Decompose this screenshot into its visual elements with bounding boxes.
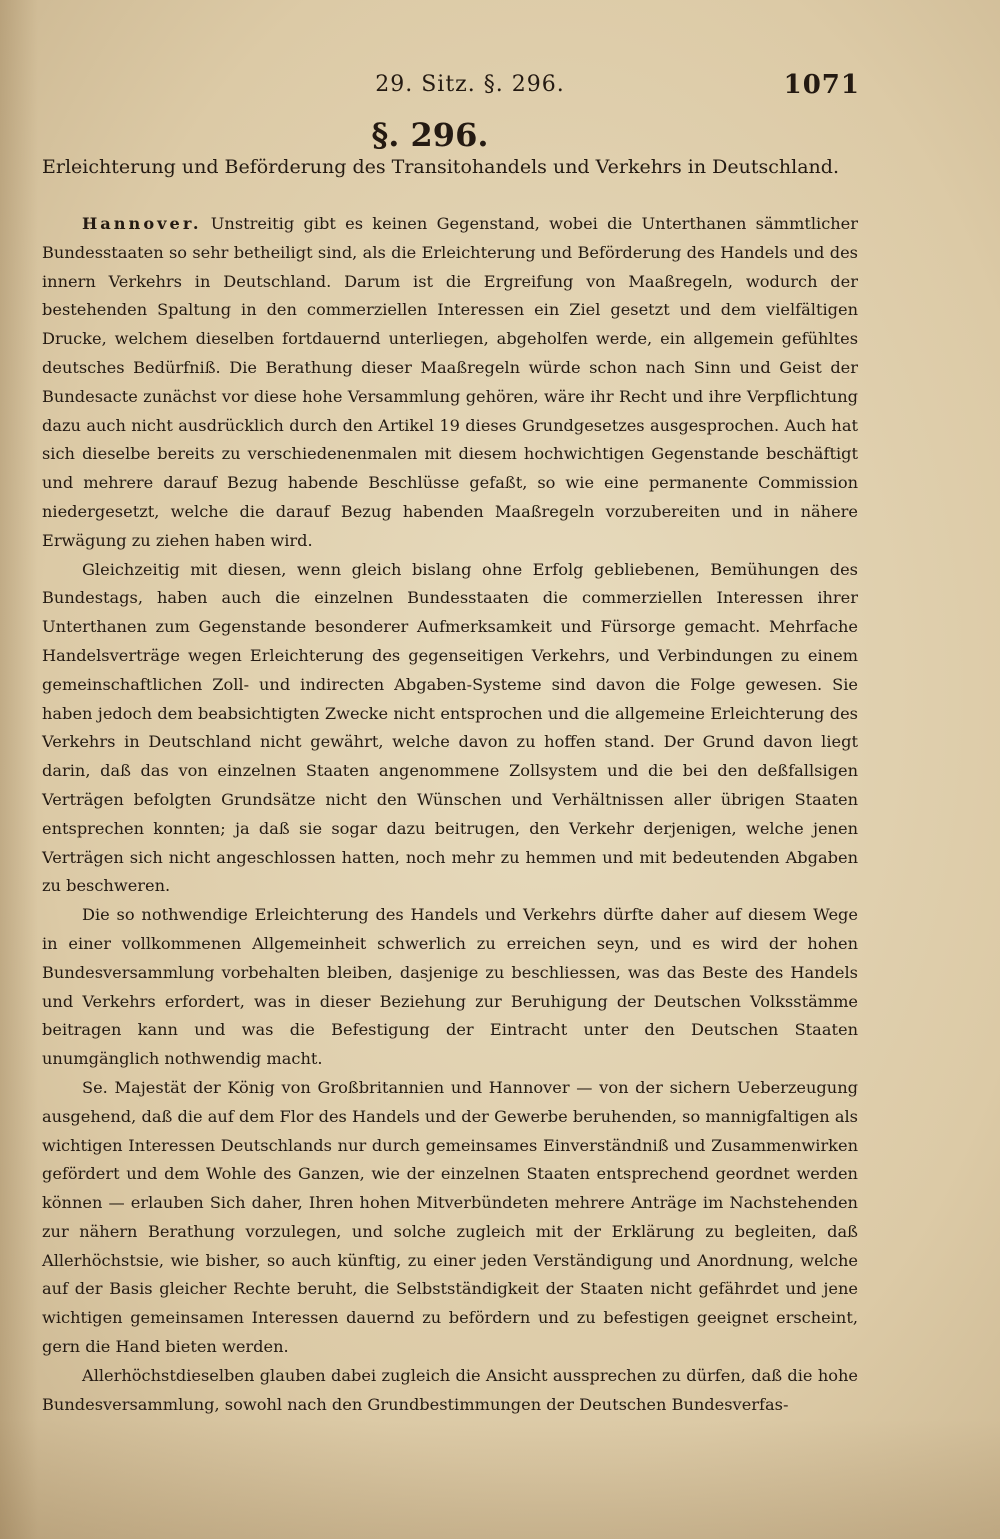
paragraph-1 <box>42 210 858 556</box>
paragraph-2: Gleichzeitig mit diesen, wenn gleich bislang ohne Erfolg gebliebenen, Bemühungen des Bundestags, haben auch die einzelnen Bundesstaaten die commerziellen Interessen ihrer Unterthanen zum Gegenstande besonderer Aufmerksamkeit und Fürsorge gemacht. Mehrfache Handelsverträge wegen Erleichterung des gegenseitigen Verkehrs, und Verbindungen zu einem gemeinschaftlichen Zoll- und indirecten Abgaben-Systeme sind davon die Folge gewesen. Sie haben jedoch dem beabsichtigten Zwecke nicht entsprochen und die allgemeine Erleichterung des Verkehrs in Deutschland nicht gewährt, welche davon zu hoffen stand. Der Grund davon liegt darin, daß das von einzelnen Staaten angenommene Zollsystem und die bei den deßfallsigen Verträgen befolgten Grundsätze nicht den Wünschen und Verhältnissen aller übrigen Staaten entsprechen konnten; ja daß sie sogar dazu beitrugen, den Verkehr derjenigen, welche jenen Verträgen sich nicht angeschlossen hatten, noch mehr zu hemmen und mit bedeutenden Abgaben zu beschweren. <box>42 559 858 896</box>
paragraph-1-text: Unstreitig gibt es keinen Gegenstand, wobei die Unterthanen sämmtlicher Bundesstaaten so sehr betheiligt sind, als die Erleichterung und Beförderung des Handels und des innern Verkehrs in Deutschland. Darum ist die Ergreifung von Maaßregeln, wodurch der bestehenden Spaltung in den commerziellen Interessen ein Ziel gesetzt und dem vielfältigen Drucke, welchem dieselben fortdauernd unterliegen, abgeholfen werde, ein allgemein gefühltes deutsches Bedürfniß. Die Berathung dieser Maaßregeln würde schon nach Sinn und Geist der Bundesacte zunächst vor diese hohe Versammlung gehören, wäre ihr Recht und ihre Verpflichtung dazu auch nicht ausdrücklich durch den Artikel 19 dieses Grundgesetzes ausgesprochen. Auch hat sich dieselbe bereits zu verschiedenenmalen mit diesem hochwichtigen Gegenstande beschäftigt und mehrere darauf Bezug habende Beschlüsse gefaßt, so wie eine permanente Commission niedergesetzt, welche die darauf Bezug habenden Maaßregeln vorzubereiten und in nähere Erwägung zu ziehen haben wird. <box>42 214 858 550</box>
speaker-label: Hannover. <box>82 214 202 233</box>
page-edge-shading <box>0 0 38 1539</box>
running-head-title: 29. Sitz. §. 296. <box>375 72 565 97</box>
running-head <box>40 70 860 106</box>
paragraph-3: Die so nothwendige Erleichterung des Handels und Verkehrs dürfte daher auf diesem Wege in einer vollkommenen Allgemeinheit schwerlich zu erreichen seyn, und es wird der hohen Bundesversammlung vorbehalten bleiben, dasjenige zu beschliessen, was das Beste des Handels und Verkehrs erfordert, was in dieser Beziehung zur Beruhigung der Deutschen Volksstämme beitragen kann und was die Befestigung der Eintracht unter den Deutschen Staaten unumgänglich nothwendig macht. <box>42 905 858 1069</box>
page-bottom-shading <box>0 1419 1000 1539</box>
section-title: Erleichterung und Beförderung des Transitohandels und Verkehrs in Deutschland. <box>42 156 839 178</box>
paragraph-4: Se. Majestät der König von Großbritannien und Hannover — von der sichern Ueberzeugung ausgehend, daß die auf dem Flor des Handels und der Gewerbe beruhenden, so mannigfaltigen als wichtigen Interessen Deutschlands nur durch gemeinsames Einverständniß und Zusammenwirken gefördert und dem Wohle des Ganzen, wie der einzelnen Staaten entsprechend geordnet werden können — erlauben Sich daher, Ihren hohen Mitverbündeten mehrere Anträge im Nachstehenden zur nähern Berathung vorzulegen, und solche zugleich mit der Erklärung zu begleiten, daß Allerhöchstsie, wie bisher, so auch künftig, zu einer jeden Verständigung und Anordnung, welche auf der Basis gleicher Rechte beruht, die Selbstständigkeit der Staaten nicht gefährdet und jene wichtigen gemeinsamen Interessen dauernd zu befördern und zu befestigen geeignet erscheint, gern die Hand bieten werden. <box>42 1077 858 1357</box>
body-text <box>42 210 858 1419</box>
section-number: §. 296. <box>371 116 489 154</box>
page-number: 1071 <box>783 70 860 100</box>
paragraph-5: Allerhöchstdieselben glauben dabei zugleich die Ansicht aussprechen zu dürfen, daß die hohe Bundesversammlung, sowohl nach den Grundbestimmungen der Deutschen Bundesverfas- <box>42 1365 858 1414</box>
